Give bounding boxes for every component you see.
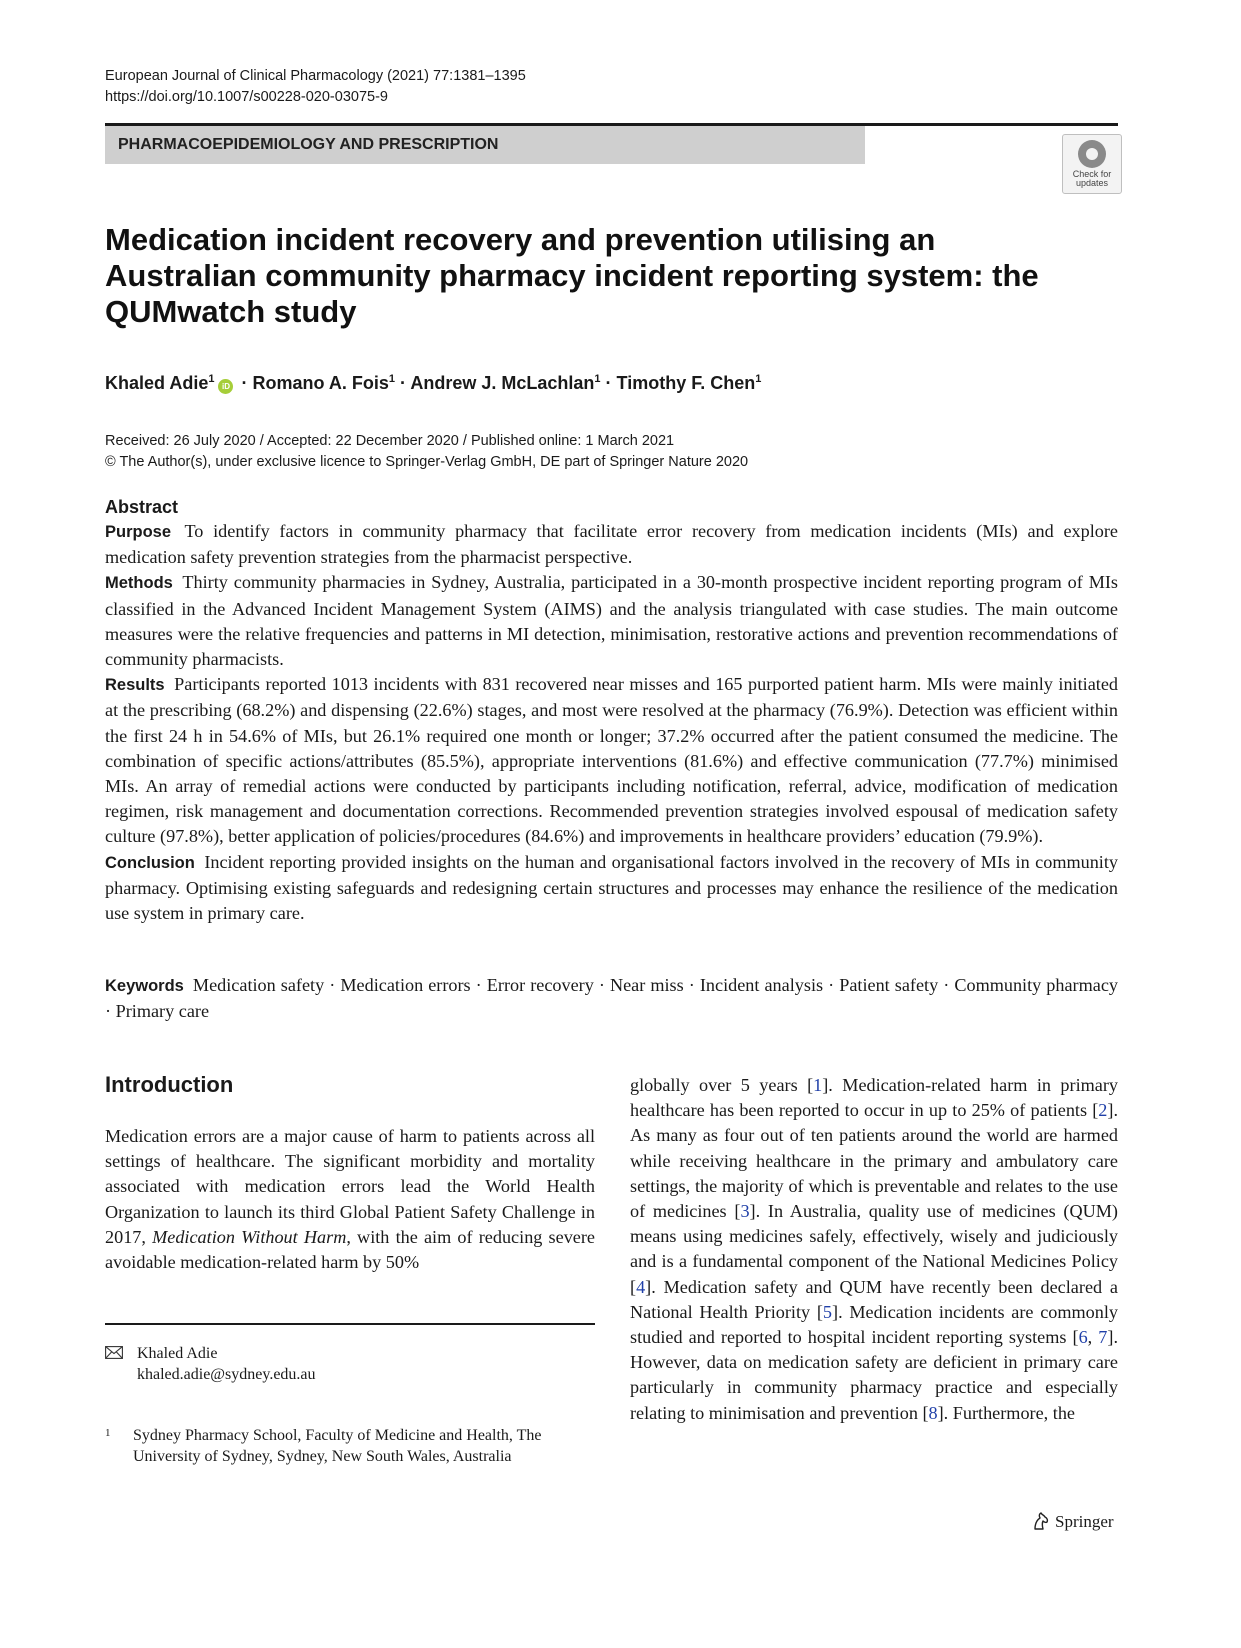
footnote-rule (105, 1323, 595, 1325)
copyright-notice: © The Author(s), under exclusive licence to Springer-Verlag GmbH, DE part of Springer Nature 2020 (105, 454, 749, 470)
affiliation-text: Sydney Pharmacy School, Faculty of Medicine and Health, The University of Sydney, Sydney, New South Wales, Australia (133, 1427, 542, 1465)
campaign-title: Medication Without Harm (152, 1226, 347, 1247)
mail-icon (105, 1346, 123, 1359)
citation-link[interactable]: 2 (1098, 1100, 1108, 1121)
author-separator: · (241, 373, 248, 393)
intro-text: ]. Medication incidents are commonly studied and reported to hospital incident reporting systems [ (630, 1301, 1119, 1348)
keywords (105, 973, 1118, 1024)
keywords-text: Medication safety · Medication errors · Error recovery · Near miss · Incident analysis · Patient safety · Community pharmacy · Primary care (105, 975, 1118, 1022)
publisher-name: Springer (1055, 1512, 1114, 1531)
citation-link[interactable]: 6 (1078, 1327, 1088, 1348)
results-label: Results (105, 676, 165, 695)
publisher-logo (1031, 1511, 1114, 1533)
intro-text: globally over 5 years [ (630, 1075, 814, 1095)
check-for-updates-badge[interactable] (1062, 134, 1122, 194)
intro-text: , with the aim of reducing severe avoidable medication-related harm by 50% (105, 1226, 595, 1273)
article-title: Medication incident recovery and prevention utilising an Australian community pharmacy incident reporting system: the QUMwatch study (105, 222, 1039, 329)
intro-text: ]. In Australia, quality use of medicines (QUM) means using medicines safely, effectively, wisely and judiciously and is a fundamental component of the National Medicines Policy [ (630, 1201, 1118, 1297)
publication-dates: Received: 26 July 2020 / Accepted: 22 December 2020 / Published online: 1 March 2021 (105, 433, 675, 449)
abstract-purpose (105, 519, 1118, 570)
purpose-label: Purpose (105, 523, 172, 541)
author-affiliation-mark: 1 (755, 373, 762, 385)
abstract-methods (105, 570, 1118, 672)
abstract-body (105, 519, 1118, 926)
author-name[interactable]: Romano A. Fois (252, 373, 389, 393)
introduction-left-column (105, 1124, 595, 1275)
intro-text: ]. However, data on medication safety are deficient in primary care particularly in community pharmacy practice and especially relating to minimisation and prevention [ (630, 1327, 1118, 1423)
methods-label: Methods (105, 574, 173, 593)
author-name[interactable]: Andrew J. McLachlan (410, 373, 595, 393)
abstract-heading: Abstract (105, 497, 179, 517)
citation-link[interactable]: 4 (636, 1276, 646, 1297)
introduction-right-column (630, 1073, 1118, 1426)
corresponding-author-email[interactable]: khaled.adie@sydney.edu.au (137, 1366, 316, 1383)
purpose-text: To identify factors in community pharmacy that facilitate error recovery from medication incidents (MIs) and explore medication safety prevention strategies from the pharmacist perspective. (105, 521, 1118, 568)
intro-text: ]. Medication-related harm in primary healthcare has been reported to occur in up to 25% of patients [ (630, 1075, 1118, 1121)
results-text: Participants reported 1013 incidents with 831 recovered near misses and 165 purported patient harm. MIs were mainly initiated at the prescribing (68.2%) and dispensing (22.6%) stages, and most were resolved at the pharmacy (76.9%). Detection was efficient within the first 24 h in 54.6% of MIs, but 26.1% required one month or longer; 37.2% occurred after the patient consumed the medicine. The combination of specific actions/attributes (85.5%), appropriate interventions (81.6%) and effective communication (77.7%) minimised MIs. An array of remedial actions were conducted by participants including notification, referral, advice, modification of medication regimen, risk management and documentation corrections. Recommended prevention strategies involved espousal of medication safety culture (97.8%), better application of policies/procedures (84.6%) and improvements in healthcare providers’ education (79.9%). (105, 674, 1119, 847)
journal-citation: European Journal of Clinical Pharmacology (2021) 77:1381–1395 (105, 68, 526, 84)
citation-link[interactable]: 8 (928, 1402, 938, 1423)
intro-text: , (1087, 1327, 1099, 1348)
badge-label-1: Check for (1072, 169, 1112, 179)
doi-link[interactable]: https://doi.org/10.1007/s00228-020-03075-9 (105, 89, 388, 105)
citation-link[interactable]: 5 (822, 1301, 833, 1322)
intro-text: ]. Medication safety and QUM have recently been declared a National Health Priority [ (630, 1276, 1118, 1322)
author-name[interactable]: Khaled Adie (105, 373, 209, 393)
author-affiliation-mark: 1 (208, 373, 215, 385)
citation-link[interactable]: 1 (813, 1075, 823, 1095)
conclusion-text: Incident reporting provided insights on the human and organisational factors involved in the recovery of MIs in community pharmacy. Optimising existing safeguards and redesigning certain structures and processes may enhance the resilience of the medication use system in primary care. (105, 851, 1119, 924)
author-separator: · (605, 373, 612, 393)
author-affiliation-mark: 1 (388, 373, 395, 385)
methods-text: Thirty community pharmacies in Sydney, Australia, participated in a 30-month prospective incident reporting program of MIs classified in the Advanced Incident Management System (AIMS) and the analysis triangulated with case studies. The main outcome measures were the relative frequencies and patterns in MI detection, minimisation, restorative actions and prevention recommendations of community pharmacists. (105, 572, 1119, 670)
crossmark-icon (1078, 140, 1106, 168)
intro-text: ]. As many as four out of ten patients around the world are harmed while receiving healthcare in the primary and ambulatory care settings, the majority of which is preventable and relates to the use of medicines [ (630, 1100, 1118, 1222)
author-affiliation-mark: 1 (594, 373, 601, 385)
conclusion-label: Conclusion (105, 853, 195, 872)
affiliation-number: 1 (105, 1427, 111, 1439)
keywords-label: Keywords (105, 977, 184, 995)
intro-text: ]. Furthermore, the (937, 1402, 1075, 1423)
author-list (105, 368, 761, 394)
abstract-results (105, 672, 1118, 849)
abstract-conclusion (105, 850, 1118, 927)
badge-label-2: updates (1075, 178, 1109, 188)
springer-horse-icon (1031, 1511, 1051, 1531)
citation-link[interactable]: 7 (1098, 1327, 1108, 1348)
citation-link[interactable]: 3 (740, 1201, 750, 1222)
intro-text: Medication errors are a major cause of harm to patients across all settings of healthcare. The significant morbidity and mortality associated with medication errors lead the World Health Organization to launch its third Global Patient Safety Challenge in 2017, (105, 1126, 595, 1247)
section-label: PHARMACOEPIDEMIOLOGY AND PRESCRIPTION (105, 126, 865, 164)
author-separator: · (400, 373, 406, 393)
orcid-icon[interactable]: iD (218, 379, 233, 394)
introduction-heading: Introduction (105, 1072, 234, 1097)
corresponding-author-name: Khaled Adie (137, 1345, 218, 1362)
author-name[interactable]: Timothy F. Chen (616, 373, 756, 393)
